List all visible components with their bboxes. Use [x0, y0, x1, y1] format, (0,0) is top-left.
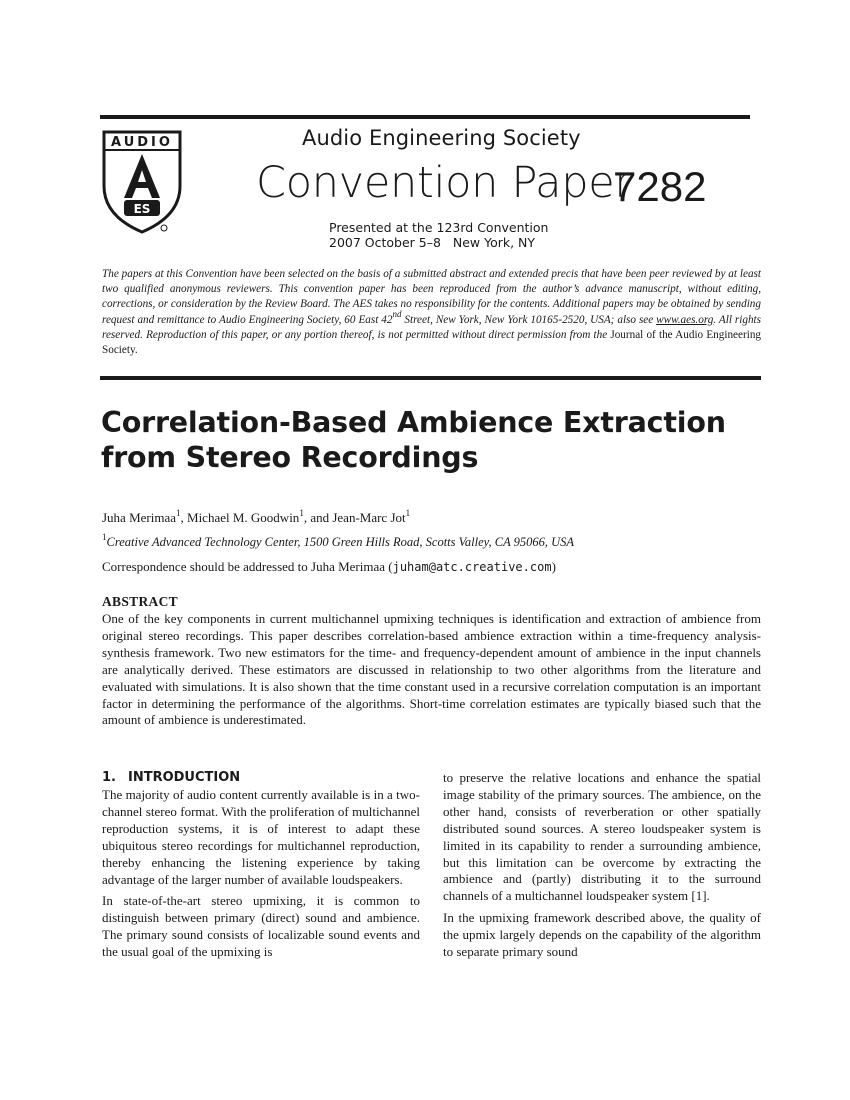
logo-bottom-text: ES — [133, 202, 151, 216]
aes-logo-icon — [100, 128, 184, 236]
correspondence-suffix: ) — [551, 559, 556, 574]
affiliation-number: 1 — [102, 531, 107, 542]
author-name: Michael M. Goodwin — [187, 510, 300, 525]
header-bottom-rule — [100, 376, 761, 380]
correspondence-prefix: Correspondence should be addressed to Juha Merimaa ( — [102, 559, 393, 574]
abstract-heading: ABSTRACT — [102, 594, 178, 609]
disclaimer-part4: Journal of the Audio Engineering Society. — [102, 328, 762, 357]
paragraph: In state-of-the-art stereo upmixing, it is common to distinguish between primary (direct) sound and ambience. The primary sound consists of localizable sound events and the usual goal of the upmixing is — [102, 893, 420, 960]
disclaimer-text — [102, 267, 761, 358]
disclaimer-part2: Street, New York, New York 10165-2520, USA; also see — [401, 313, 657, 326]
section-heading — [102, 770, 240, 785]
right-column — [443, 770, 761, 966]
paragraph: In the upmixing framework described above, the quality of the upmix largely depends on the capability of the algorithm to separate primary sound — [443, 910, 761, 960]
abstract-body: One of the key components in current multichannel upmixing techniques is identification and extraction of ambience from original stereo recordings. This paper describes correlation-based ambience extraction within a time-frequency analysis-synthesis framework. Two new estimators for the time- and frequency-dependent amount of ambience in the input channels are analytically derived. These estimators are discussed in relationship to two other algorithms from the literature and evaluated with simulations. It is also shown that the time constant used in a recursive correlation computation is an important factor in determining the performance of the algorithms. Short-time correlation estimates are typically biased such that the amount of ambience is underestimated. — [102, 611, 761, 728]
header-top-rule — [100, 115, 750, 119]
author-list — [102, 507, 411, 526]
paper-number: 7282 — [613, 163, 707, 210]
author-name: Juha Merimaa — [102, 510, 177, 525]
author-affiliation-mark: 1 — [405, 507, 411, 518]
society-name: Audio Engineering Society — [302, 126, 581, 150]
author-name: Jean-Marc Jot — [332, 510, 406, 525]
logo-top-text: AUDIO — [111, 135, 173, 150]
paragraph: The majority of audio content currently available is in a two-channel stereo format. With the proliferation of multichannel reproduction systems, it is of interest to adapt these ubiquitous stereo recordings for multichannel reproduction, thereby enhancing the listening experience by taking advantage of the larger number of available loudspeakers. — [102, 787, 420, 887]
correspondence — [102, 559, 556, 575]
affiliation-text: Creative Advanced Technology Center, 1500 Green Hills Road, Scotts Valley, CA 95066, USA — [106, 535, 575, 549]
section-title: INTRODUCTION — [127, 770, 241, 785]
affiliation — [102, 531, 575, 550]
paper-type: Convention Paper — [256, 158, 632, 208]
section-number: 1. — [102, 770, 116, 785]
left-column — [102, 787, 420, 966]
author-affiliation-mark: 1 — [299, 507, 304, 518]
paper-title: Correlation-Based Ambience Extraction from Stereo Recordings — [101, 406, 726, 474]
aes-website-link[interactable]: www.aes.org — [656, 313, 714, 326]
author-separator: , — [180, 510, 188, 525]
disclaimer-sup: nd — [392, 308, 402, 319]
author-separator: , and — [303, 510, 333, 525]
disclaimer-part1: The papers at this Convention have been selected on the basis of a submitted abstract and extended precis that have been peer reviewed by at least two qualified anonymous reviewers. This convention paper has been reproduced from the author’s advance manuscript, without editing, corrections, or consideration by the Review Board. The AES takes no responsibility for the contents. Additional papers may be obtained by sending request and remittance to Audio Engineering Society, 60 East 42 — [102, 268, 761, 326]
date-location-line: 2007 October 5–8 New York, NY — [329, 235, 536, 250]
presented-line: Presented at the 123rd Convention — [329, 220, 549, 235]
presented-info — [329, 220, 548, 250]
author-affiliation-mark: 1 — [176, 507, 181, 518]
disclaimer-part3: . All rights reserved. Reproduction of this paper, or any portion thereof, is not permitted without direct permission from the — [102, 313, 761, 341]
correspondence-email[interactable]: juham@atc.creative.com — [392, 560, 552, 574]
paragraph: to preserve the relative locations and enhance the spatial image stability of the primary sources. The ambience, on the other hand, consists of reverberation or other spatially distributed sound sources. A stereo loudspeaker system is limited in its capability to render a surrounding ambience, but this limitation can be overcome by extracting the ambience and (partly) distributing it to the surround channels of a multichannel loudspeaker system [1]. — [443, 770, 761, 904]
